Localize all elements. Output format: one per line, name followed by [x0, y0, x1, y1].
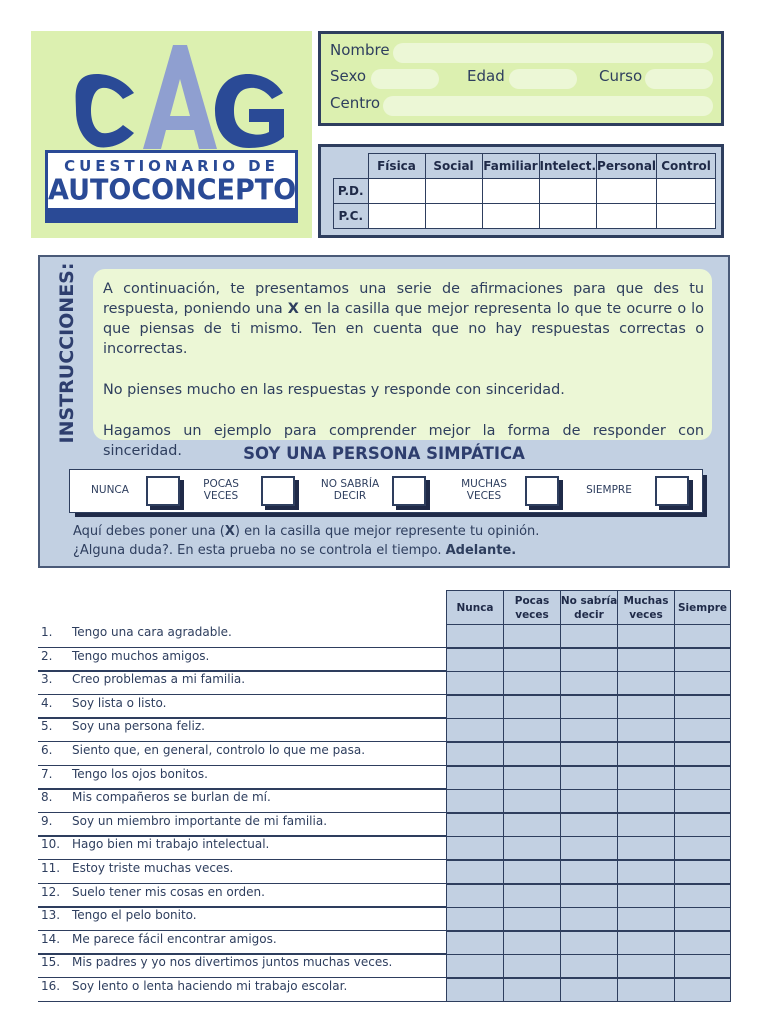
response-cell-nunca[interactable]: [446, 860, 504, 884]
response-cell-pocas-veces[interactable]: [503, 931, 561, 955]
response-cell-siempre[interactable]: [674, 907, 731, 931]
response-cell-siempre[interactable]: [674, 884, 731, 908]
instructions-panel: [38, 255, 730, 568]
score-row-pd: P.D.: [334, 179, 369, 204]
response-cell-nunca[interactable]: [446, 695, 504, 719]
score-cell[interactable]: [482, 179, 539, 204]
response-cell-siempre[interactable]: [674, 624, 731, 648]
response-cell-pocas-veces[interactable]: [503, 766, 561, 790]
response-cell-no-sabria[interactable]: [560, 813, 618, 837]
item-row: [38, 813, 731, 837]
score-cell[interactable]: [597, 179, 657, 204]
item-number: 4.: [41, 695, 53, 710]
score-cell[interactable]: [425, 204, 482, 229]
response-header-siempre: Siempre: [674, 590, 731, 625]
response-cell-pocas-veces[interactable]: [503, 695, 561, 719]
instructions-footer-line-2: ¿Alguna duda?. En esta prueba no se controla el tiempo. Adelante.: [73, 543, 517, 558]
item-number: 13.: [41, 908, 61, 923]
response-cell-siempre[interactable]: [674, 789, 731, 813]
instructions-footer-line-1: Aquí debes poner una (X) en la casilla que mejor represente tu opinión.: [73, 524, 540, 539]
response-cell-muchas-veces[interactable]: [617, 624, 675, 648]
response-cell-no-sabria[interactable]: [560, 671, 618, 695]
response-cell-nunca[interactable]: [446, 671, 504, 695]
item-row: [38, 671, 731, 695]
response-cell-muchas-veces[interactable]: [617, 813, 675, 837]
label-centro: Centro: [330, 94, 381, 112]
response-cell-nunca[interactable]: [446, 931, 504, 955]
example-checkbox-muchas-veces[interactable]: [525, 476, 559, 506]
item-statement: Tengo los ojos bonitos.: [72, 766, 208, 781]
response-cell-muchas-veces[interactable]: [617, 954, 675, 978]
response-cell-siempre[interactable]: [674, 648, 731, 672]
response-cell-pocas-veces[interactable]: [503, 978, 561, 1002]
item-number: 10.: [41, 837, 61, 852]
response-header-no-sabria: No sabría decir: [560, 590, 618, 625]
item-statement: Estoy triste muchas veces.: [72, 861, 234, 875]
item-statement: Tengo una cara agradable.: [72, 625, 232, 639]
item-number: 1.: [41, 625, 53, 639]
score-corner: [334, 154, 369, 179]
example-checkbox-no-sabria[interactable]: [392, 476, 426, 506]
response-cell-muchas-veces[interactable]: [617, 931, 675, 955]
response-cell-siempre[interactable]: [674, 860, 731, 884]
response-cell-muchas-veces[interactable]: [617, 836, 675, 860]
instructions-heading: INSTRUCCIONES:: [56, 262, 78, 444]
item-row: [38, 742, 731, 766]
score-table: [333, 153, 716, 229]
instructions-paragraph-2: No pienses mucho en las respuestas y responde con sinceridad.: [103, 382, 565, 398]
response-cell-siempre[interactable]: [674, 671, 731, 695]
item-statement: Mis compañeros se burlan de mí.: [72, 790, 271, 805]
item-row: [38, 766, 731, 790]
score-col-social: Social: [425, 154, 482, 179]
item-row: [38, 978, 731, 1002]
example-option-no-sabria: NO SABRÍA DECIR: [320, 478, 380, 502]
response-cell-pocas-veces[interactable]: [503, 742, 561, 766]
example-checkbox-nunca[interactable]: [146, 476, 180, 506]
response-cell-siempre[interactable]: [674, 931, 731, 955]
response-cell-pocas-veces[interactable]: [503, 789, 561, 813]
response-cell-nunca[interactable]: [446, 836, 504, 860]
logo-subtitle: CUESTIONARIO DE: [64, 157, 279, 175]
response-cell-no-sabria[interactable]: [560, 931, 618, 955]
score-row-pc: P.C.: [334, 204, 369, 229]
item-number: 8.: [41, 790, 53, 805]
instructions-paragraph-1: A continuación, te presentamos una serie de afirmaciones para que des tu respuesta, poniendo una X en la casilla que mejor representa lo que te ocurre o lo que piensas de ti mismo. Ten en cuenta que no hay respuestas correctas o incorrectas.: [103, 281, 704, 357]
score-col-personal: Personal: [597, 154, 657, 179]
curso-field[interactable]: [645, 69, 713, 89]
item-row: [38, 954, 731, 978]
response-cell-muchas-veces[interactable]: [617, 789, 675, 813]
score-cell[interactable]: [368, 204, 425, 229]
response-cell-nunca[interactable]: [446, 766, 504, 790]
example-response-row: [69, 469, 703, 513]
response-cell-no-sabria[interactable]: [560, 978, 618, 1002]
score-cell[interactable]: [539, 179, 597, 204]
response-cell-muchas-veces[interactable]: [617, 695, 675, 719]
response-cell-nunca[interactable]: [446, 718, 504, 742]
response-cell-nunca[interactable]: [446, 978, 504, 1002]
item-number: 9.: [41, 813, 53, 828]
item-statement: Suelo tener mis cosas en orden.: [72, 884, 265, 899]
response-cell-no-sabria[interactable]: [560, 954, 618, 978]
score-cell[interactable]: [425, 179, 482, 204]
response-header-pocas-veces: Pocas veces: [503, 590, 561, 625]
response-cell-pocas-veces[interactable]: [503, 884, 561, 908]
example-option-siempre: SIEMPRE: [586, 484, 632, 496]
response-cell-siempre[interactable]: [674, 766, 731, 790]
score-col-control: Control: [657, 154, 716, 179]
logo-title: AUTOCONCEPTO: [48, 174, 297, 207]
response-cell-siempre[interactable]: [674, 978, 731, 1002]
response-cell-pocas-veces[interactable]: [503, 718, 561, 742]
example-option-muchas-veces: MUCHAS VECES: [461, 478, 507, 502]
nombre-field[interactable]: [393, 43, 713, 63]
response-cell-muchas-veces[interactable]: [617, 907, 675, 931]
response-cell-nunca[interactable]: [446, 813, 504, 837]
score-cell[interactable]: [482, 204, 539, 229]
example-title: SOY UNA PERSONA SIMPÁTICA: [243, 444, 525, 463]
example-option-nunca: NUNCA: [91, 484, 129, 496]
response-cell-no-sabria[interactable]: [560, 624, 618, 648]
response-cell-pocas-veces[interactable]: [503, 907, 561, 931]
item-statement: Soy una persona feliz.: [72, 719, 205, 734]
response-cell-muchas-veces[interactable]: [617, 766, 675, 790]
example-checkbox-pocas-veces[interactable]: [261, 476, 295, 506]
response-cell-muchas-veces[interactable]: [617, 884, 675, 908]
response-cell-pocas-veces[interactable]: [503, 671, 561, 695]
item-statement: Tengo muchos amigos.: [72, 648, 210, 663]
score-cell[interactable]: [657, 179, 716, 204]
score-col-familiar: Familiar: [482, 154, 539, 179]
response-cell-siempre[interactable]: [674, 695, 731, 719]
item-statement: Hago bien mi trabajo intelectual.: [72, 837, 270, 852]
centro-field[interactable]: [383, 96, 713, 116]
response-header-nunca: Nunca: [446, 590, 504, 625]
response-cell-no-sabria[interactable]: [560, 907, 618, 931]
label-nombre: Nombre: [330, 41, 390, 59]
item-statement: Siento que, en general, controlo lo que me pasa.: [72, 743, 366, 757]
response-cell-no-sabria[interactable]: [560, 766, 618, 790]
score-panel: [318, 144, 724, 238]
score-cell[interactable]: [597, 204, 657, 229]
sexo-field[interactable]: [371, 69, 439, 89]
label-edad: Edad: [467, 67, 505, 85]
item-underline: [38, 1001, 447, 1003]
response-cell-no-sabria[interactable]: [560, 860, 618, 884]
response-cell-pocas-veces[interactable]: [503, 860, 561, 884]
item-statement: Mis padres y yo nos divertimos juntos muchas veces.: [72, 955, 393, 970]
response-cell-pocas-veces[interactable]: [503, 836, 561, 860]
item-number: 3.: [41, 672, 53, 687]
response-cell-pocas-veces[interactable]: [503, 648, 561, 672]
item-statement: Creo problemas a mi familia.: [72, 672, 246, 687]
response-cell-muchas-veces[interactable]: [617, 671, 675, 695]
response-cell-pocas-veces[interactable]: [503, 954, 561, 978]
item-number: 5.: [41, 719, 53, 734]
response-cell-siempre[interactable]: [674, 954, 731, 978]
item-number: 15.: [41, 955, 61, 970]
instructions-heading-wrap: [42, 262, 92, 444]
instructions-paragraph-3: Hagamos un ejemplo para comprender mejor la forma de responder con sinceridad.: [103, 423, 704, 459]
score-col-intelect: Intelect.: [539, 154, 597, 179]
cag-logo: [31, 31, 312, 238]
item-row: [38, 718, 731, 742]
score-cell[interactable]: [657, 204, 716, 229]
item-row: [38, 884, 731, 908]
response-cell-nunca[interactable]: [446, 648, 504, 672]
item-statement: Soy lento o lenta haciendo mi trabajo escolar.: [72, 979, 348, 993]
response-cell-no-sabria[interactable]: [560, 884, 618, 908]
student-info-form: [318, 31, 724, 126]
response-cell-pocas-veces[interactable]: [503, 624, 561, 648]
response-cell-siempre[interactable]: [674, 742, 731, 766]
item-row: [38, 860, 731, 884]
label-sexo: Sexo: [330, 67, 367, 85]
response-cell-muchas-veces[interactable]: [617, 860, 675, 884]
item-row: [38, 931, 731, 955]
item-row: [38, 648, 731, 672]
response-header-muchas-veces: Muchas veces: [617, 590, 675, 625]
response-cell-no-sabria[interactable]: [560, 718, 618, 742]
item-statement: Soy un miembro importante de mi familia.: [72, 813, 328, 828]
instructions-footer: [73, 522, 539, 560]
response-cell-siempre[interactable]: [674, 813, 731, 837]
response-cell-nunca[interactable]: [446, 789, 504, 813]
score-col-fisica: Física: [368, 154, 425, 179]
example-checkbox-siempre[interactable]: [655, 476, 689, 506]
response-cell-no-sabria[interactable]: [560, 742, 618, 766]
label-curso: Curso: [599, 67, 643, 85]
response-cell-nunca[interactable]: [446, 954, 504, 978]
item-statement: Tengo el pelo bonito.: [72, 908, 197, 923]
item-number: 11.: [41, 861, 61, 875]
response-cell-siempre[interactable]: [674, 836, 731, 860]
logo-underline-bar: [45, 208, 298, 222]
score-cell[interactable]: [539, 204, 597, 229]
item-number: 12.: [41, 884, 61, 899]
response-cell-muchas-veces[interactable]: [617, 718, 675, 742]
response-cell-no-sabria[interactable]: [560, 695, 618, 719]
item-row: [38, 624, 731, 648]
edad-field[interactable]: [509, 69, 577, 89]
response-cell-no-sabria[interactable]: [560, 648, 618, 672]
item-number: 6.: [41, 743, 53, 757]
response-cell-nunca[interactable]: [446, 907, 504, 931]
item-row: [38, 695, 731, 719]
item-number: 2.: [41, 648, 53, 663]
item-row: [38, 789, 731, 813]
item-number: 14.: [41, 931, 61, 946]
response-cell-muchas-veces[interactable]: [617, 978, 675, 1002]
item-statement: Soy lista o listo.: [72, 695, 167, 710]
response-cell-no-sabria[interactable]: [560, 789, 618, 813]
item-row: [38, 907, 731, 931]
response-cell-muchas-veces[interactable]: [617, 742, 675, 766]
score-cell[interactable]: [368, 179, 425, 204]
response-cell-no-sabria[interactable]: [560, 836, 618, 860]
response-cell-nunca[interactable]: [446, 742, 504, 766]
item-number: 7.: [41, 766, 53, 781]
item-row: [38, 836, 731, 860]
response-cell-siempre[interactable]: [674, 718, 731, 742]
example-option-pocas-veces: POCAS VECES: [203, 478, 239, 502]
item-statement: Me parece fácil encontrar amigos.: [72, 931, 277, 946]
response-cell-nunca[interactable]: [446, 884, 504, 908]
response-cell-pocas-veces[interactable]: [503, 813, 561, 837]
item-number: 16.: [41, 979, 61, 993]
response-cell-nunca[interactable]: [446, 624, 504, 648]
response-cell-muchas-veces[interactable]: [617, 648, 675, 672]
